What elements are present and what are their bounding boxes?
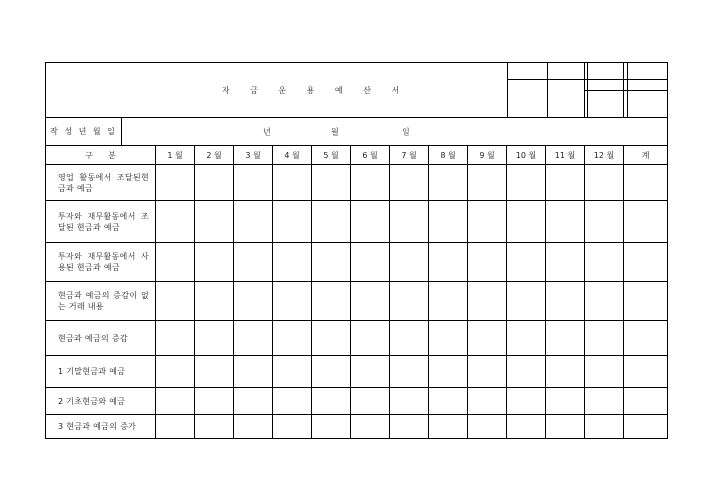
approval-grid (507, 62, 667, 118)
total-header: 계 (624, 146, 668, 165)
row-label: 투자와 재무활동에서 사용된 현금과 예금 (46, 243, 156, 282)
month-header: 10 월 (507, 146, 546, 165)
table-row (46, 201, 668, 243)
table-row (46, 243, 668, 282)
row-label: 현금과 예금의 증감 (46, 321, 156, 356)
budget-body (45, 117, 668, 439)
month-header: 3 월 (234, 146, 273, 165)
month-header: 8 월 (429, 146, 468, 165)
month-header: 6 월 (351, 146, 390, 165)
table-row (46, 282, 668, 321)
month-header: 11 월 (546, 146, 585, 165)
month-header: 9 월 (468, 146, 507, 165)
table-row (46, 415, 668, 439)
year-label: 년 (263, 127, 271, 136)
month-header: 12 월 (585, 146, 624, 165)
month-header: 1 월 (156, 146, 195, 165)
month-header: 7 월 (390, 146, 429, 165)
date-field (122, 118, 668, 146)
category-header: 구 분 (46, 146, 156, 165)
row-label: 영업 활동에서 조달된현금과 예금 (46, 165, 156, 201)
row-label: 2 기초현금와 예금 (46, 388, 156, 415)
row-label: 현금과 예금의 증감이 없는 거래 내용 (46, 282, 156, 321)
day-label: 일 (402, 127, 410, 136)
row-label: 1 기말현금과 예금 (46, 356, 156, 388)
document-title: 자 금 운 용 예 산 서 (46, 63, 585, 118)
month-header: 5 월 (312, 146, 351, 165)
table-row (46, 321, 668, 356)
table-row (46, 165, 668, 201)
month-header: 2 월 (195, 146, 234, 165)
row-label: 3 현금과 예금의 증가 (46, 415, 156, 439)
month-header: 4 월 (273, 146, 312, 165)
table-row (46, 388, 668, 415)
date-label: 작 성 년 월 일 (46, 118, 122, 146)
month-label: 월 (331, 127, 339, 136)
row-label: 투자와 재무활동에서 조달된 현금과 예금 (46, 201, 156, 243)
table-row (46, 356, 668, 388)
